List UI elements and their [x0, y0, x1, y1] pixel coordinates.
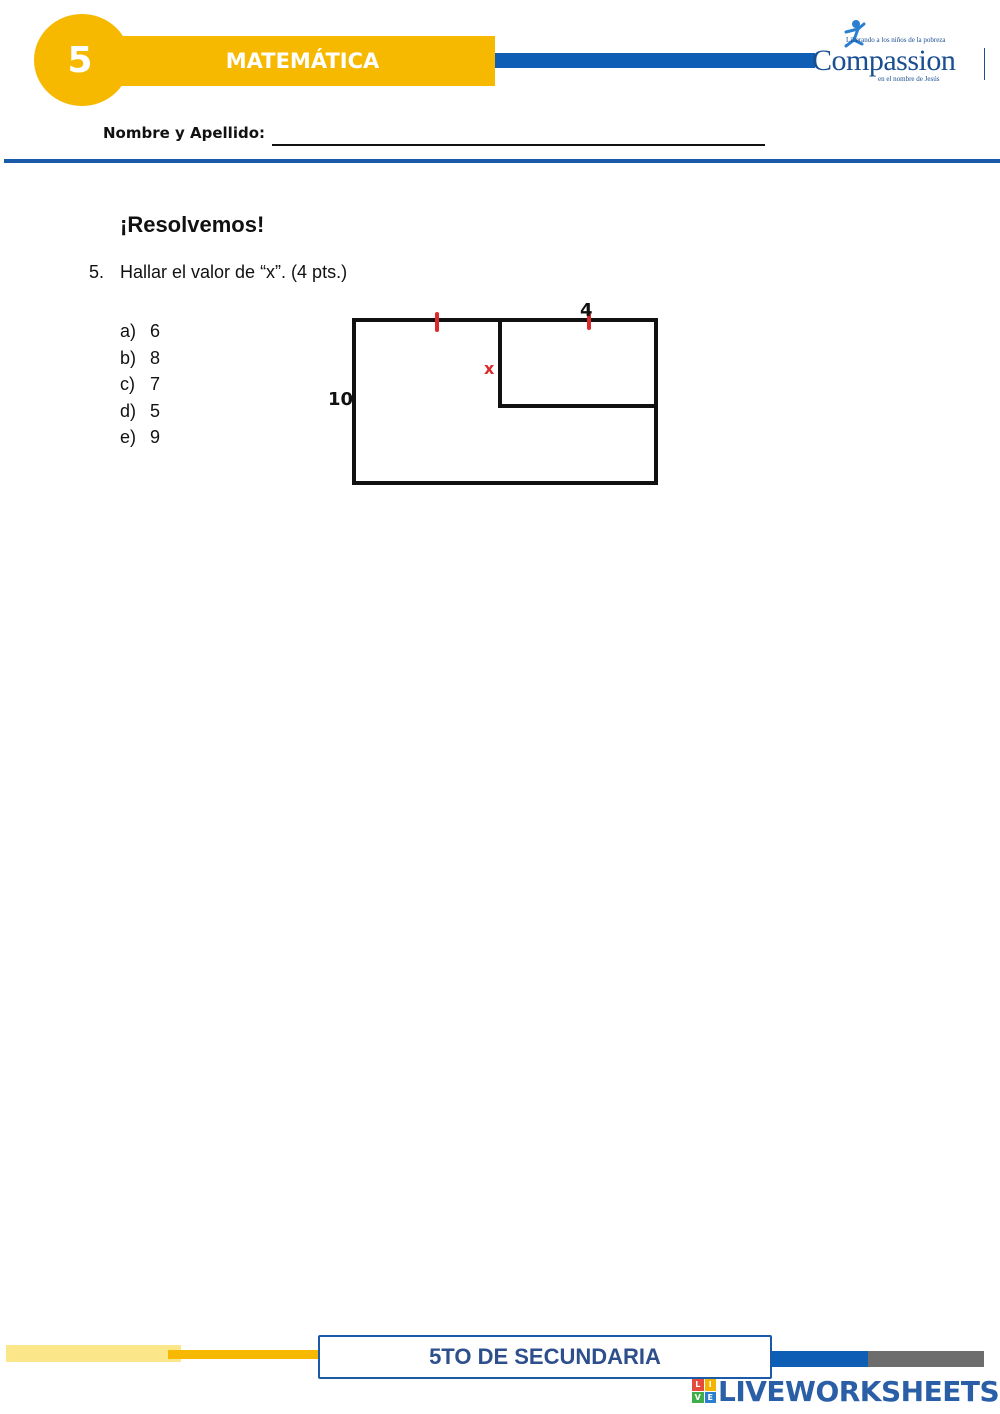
badge-letter: I: [705, 1379, 717, 1391]
option-letter: b): [120, 347, 137, 368]
logo-tagline-top: Liberando a los niños de la pobreza: [846, 36, 946, 44]
section-title: ¡Resolvemos!: [120, 212, 265, 237]
name-label: Nombre y Apellido:: [103, 124, 266, 142]
question-number: 5.: [89, 262, 105, 282]
liveworksheets-wordmark: LIVEWORKSHEETS: [718, 1374, 1000, 1408]
question-5: [89, 262, 347, 283]
option-d[interactable]: [120, 398, 160, 425]
footer-level: 5TO DE SECUNDARIA: [429, 1344, 661, 1369]
footer-accent-blue: [772, 1351, 868, 1367]
badge-letter: V: [692, 1392, 704, 1404]
option-letter: e): [120, 427, 137, 447]
option-value: 5: [150, 400, 161, 421]
label-x: x: [484, 359, 495, 378]
header-accent-line: [495, 53, 815, 68]
option-c[interactable]: [120, 371, 160, 398]
subject-banner: [110, 36, 495, 86]
option-letter: c): [120, 374, 135, 394]
footer-accent-yellow: [168, 1350, 320, 1359]
option-value: 7: [150, 374, 161, 394]
option-b[interactable]: [120, 345, 160, 372]
option-e[interactable]: [120, 424, 160, 451]
option-value: 8: [150, 347, 161, 368]
option-letter: a): [120, 321, 137, 341]
option-value: 9: [150, 427, 161, 447]
name-field-line[interactable]: [272, 144, 765, 146]
option-letter: d): [120, 400, 137, 421]
outer-rectangle: [354, 320, 656, 483]
label-10: 10: [328, 389, 354, 410]
grade-badge: 5: [34, 14, 130, 106]
logo-wordmark: Compassion: [812, 44, 956, 77]
badge-letter: E: [705, 1392, 717, 1404]
option-value: 6: [150, 321, 161, 341]
question-text: Hallar el valor de “x”. (4 pts.): [120, 262, 348, 282]
footer-accent-light: [6, 1345, 181, 1362]
subject-title: MATEMÁTICA: [225, 49, 380, 73]
footer-accent-gray: [868, 1351, 984, 1367]
option-a[interactable]: [120, 318, 160, 345]
compassion-logo: [808, 18, 988, 88]
logo-tagline-bottom: en el nombre de Jesús: [878, 75, 940, 83]
liveworksheets-brand[interactable]: [692, 1372, 999, 1410]
answer-options: [120, 318, 160, 451]
badge-letter: L: [692, 1379, 704, 1391]
logo-divider: [984, 48, 985, 80]
geometry-figure: [320, 290, 680, 500]
label-4: 4: [580, 300, 593, 321]
liveworksheets-badge-icon: [692, 1379, 716, 1403]
header-divider: [4, 159, 1000, 163]
inner-square: [500, 320, 656, 406]
